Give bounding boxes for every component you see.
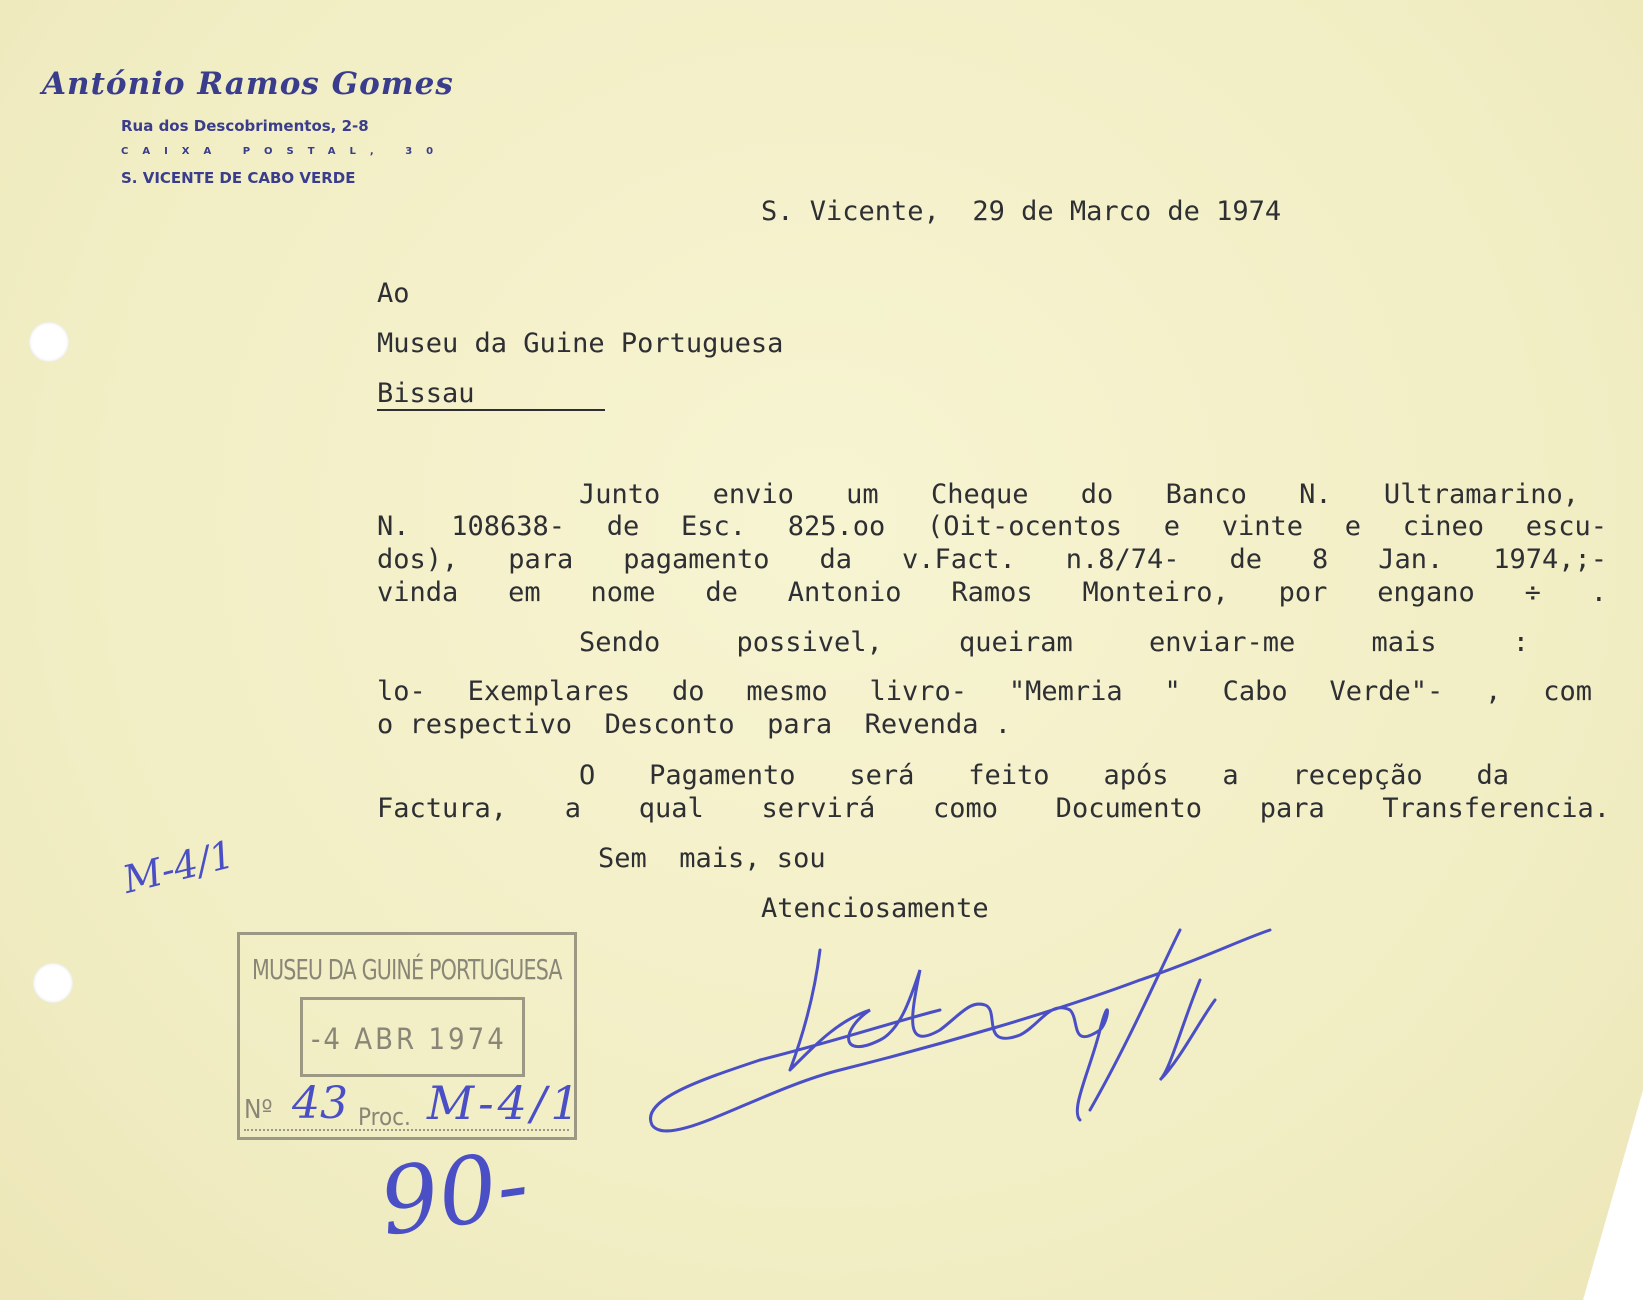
bottom-handwritten-note: 90-	[373, 1130, 535, 1257]
body-line: vinda em nome de Antonio Ramos Monteiro, por engano ÷ .	[377, 577, 1607, 608]
body-line: lo- Exemplares do mesmo livro- "Memria " Cabo Verde"- , com	[377, 676, 1592, 707]
letterhead-name: António Ramos Gomes	[42, 66, 454, 102]
stamp-proc-label: Proc.	[358, 1103, 411, 1131]
regards-line: Atenciosamente	[761, 893, 989, 924]
recipient-organization: Museu da Guine Portuguesa	[377, 328, 784, 359]
recipient-city: Bissau	[377, 380, 605, 411]
date-line: S. Vicente, 29 de Marco de 1974	[761, 196, 1282, 227]
stamp-date-box	[300, 997, 525, 1077]
letterhead-postal: CAIXA POSTAL, 30	[121, 146, 448, 157]
body-line: Factura, a qual servirá como Documento para Transferencia.	[377, 793, 1610, 824]
body-line: o respectivo Desconto para Revenda .	[377, 709, 1011, 740]
stamp-title: MUSEU DA GUINÉ PORTUGUESA	[252, 953, 562, 986]
letterhead-town: S. VICENTE DE CABO VERDE	[121, 169, 356, 187]
body-line: dos), para pagamento da v.Fact. n.8/74- de 8 Jan. 1974,;-	[377, 544, 1607, 575]
signature-flourish	[1090, 930, 1215, 1110]
body-line: O Pagamento será feito após a recepção da	[579, 760, 1509, 791]
stamp-date: -4 ABR 1974	[311, 1022, 507, 1056]
body-line: N. 108638- de Esc. 825.oo (Oit-ocentos e vinte e cineo escu-	[377, 511, 1607, 542]
punch-hole-bottom	[33, 963, 73, 1003]
recipient-salutation: Ao	[377, 278, 410, 309]
torn-corner	[1583, 1090, 1643, 1300]
punch-hole-top	[29, 322, 69, 362]
closing-line: Sem mais, sou	[598, 843, 826, 874]
body-line: Junto envio um Cheque do Banco N. Ultramarino,	[579, 479, 1579, 510]
stamp-number-label: Nº	[244, 1095, 273, 1125]
signature	[640, 910, 1280, 1140]
letterhead-street: Rua dos Descobrimentos, 2-8	[121, 117, 369, 135]
body-line: Sendo possivel, queiram enviar-me mais :	[579, 627, 1529, 658]
stamp-number-handwritten: 43	[292, 1078, 348, 1129]
margin-handwritten-note: M-4/1	[118, 831, 239, 903]
signature-stroke	[650, 930, 1270, 1131]
stamp-proc-handwritten: M-4/1	[427, 1076, 584, 1130]
